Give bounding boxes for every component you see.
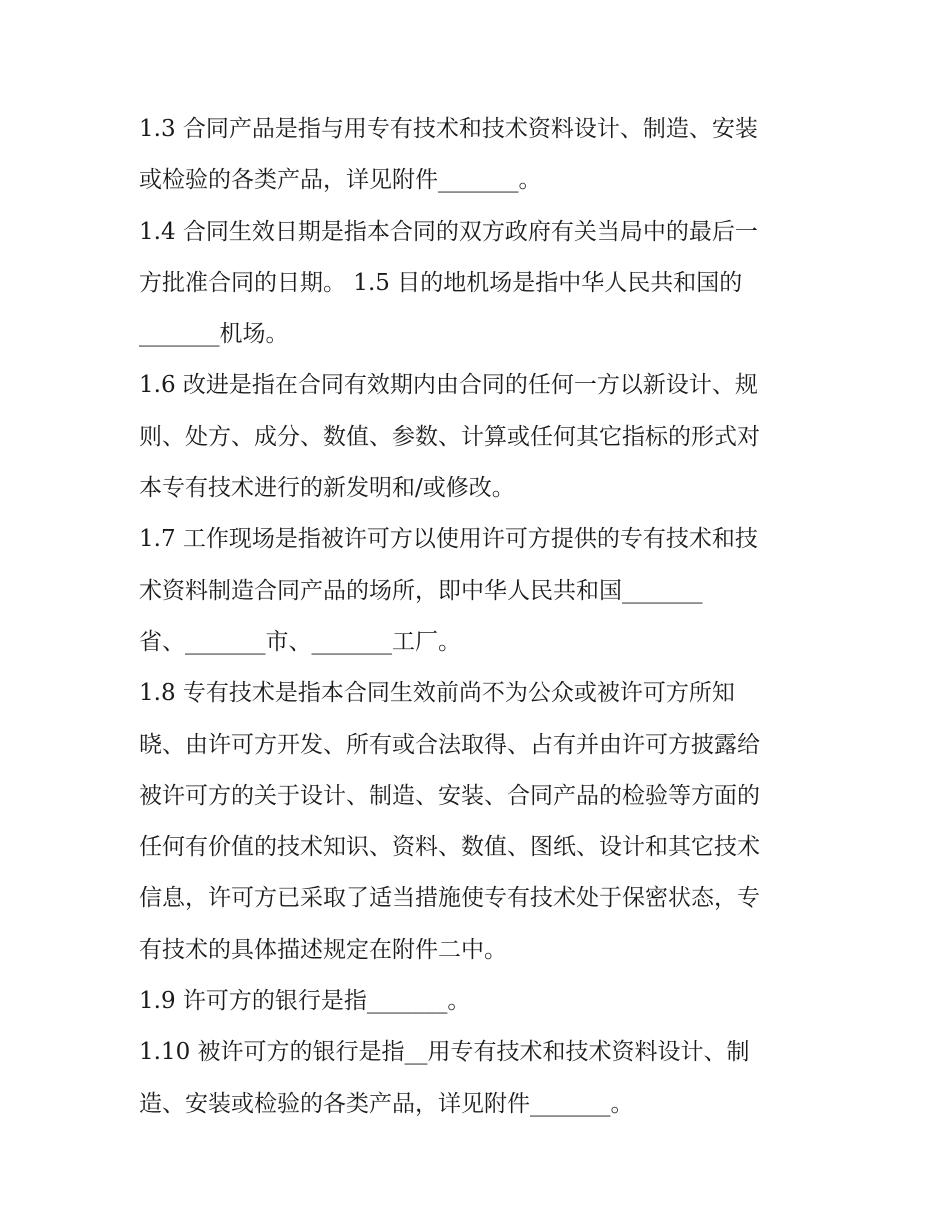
clause-1-8-line-3: 被许可方的关于设计、制造、安装、合同产品的检验等方面的 xyxy=(139,782,760,809)
clause-1-6-line-1: 1.6 改进是指在合同有效期内由合同的任何一方以新设计、规 xyxy=(139,372,758,399)
clause-1-10-line-1: 1.10 被许可方的银行是指__用专有技术和技术资料设计、制 xyxy=(139,1039,750,1066)
clause-1-8-line-1: 1.8 专有技术是指本合同生效前尚不为公众或被许可方所知 xyxy=(139,680,735,707)
clause-1-7-line-1: 1.7 工作现场是指被许可方以使用许可方提供的专有技术和技 xyxy=(139,526,758,553)
clause-1-4-line-2: 方批准合同的日期。 1.5 目的地机场是指中华人民共和国的 xyxy=(139,269,743,296)
clause-1-5-line: _______机场。 xyxy=(139,321,289,348)
clause-1-8-line-6: 有技术的具体描述规定在附件二中。 xyxy=(139,936,507,963)
clause-1-3-line-1: 1.3 合同产品是指与用专有技术和技术资料设计、制造、安装 xyxy=(139,116,758,142)
clause-1-4-line-1: 1.4 合同生效日期是指本合同的双方政府有关当局中的最后一 xyxy=(139,218,758,245)
clause-1-8-line-4: 任何有价值的技术知识、资料、数值、图纸、设计和其它技术 xyxy=(139,834,760,861)
clause-1-10-line-2: 造、安装或检验的各类产品，详见附件_______。 xyxy=(139,1090,634,1117)
document-page xyxy=(139,104,829,1130)
clause-1-7-line-3: 省、_______市、_______工厂。 xyxy=(139,628,461,655)
clause-1-8-line-2: 晓、由许可方开发、所有或合法取得、占有并由许可方披露给 xyxy=(139,731,760,758)
clause-1-6-line-2: 则、处方、成分、数值、参数、计算或任何其它指标的形式对 xyxy=(139,423,760,450)
clause-1-7-line-2: 术资料制造合同产品的场所，即中华人民共和国_______ xyxy=(139,577,703,604)
clause-1-8-line-5: 信息，许可方已采取了适当措施使专有技术处于保密状态，专 xyxy=(139,885,760,912)
clause-1-3-line-2: 或检验的各类产品，详见附件_______。 xyxy=(139,167,542,194)
clause-1-6-line-3: 本专有技术进行的新发明和/或修改。 xyxy=(139,475,515,502)
clause-1-9-line: 1.9 许可方的银行是指_______。 xyxy=(139,988,471,1015)
